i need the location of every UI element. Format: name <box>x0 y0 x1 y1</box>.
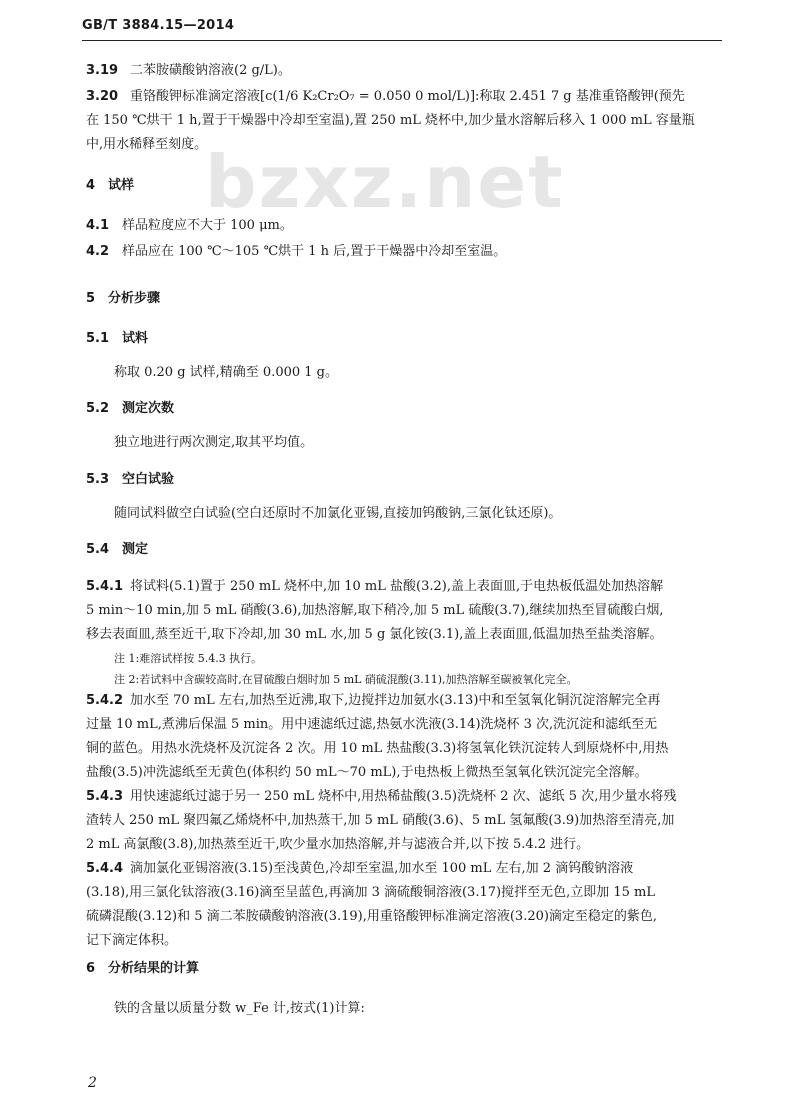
item-text: 样品粒度应不大于 100 μm。 <box>122 218 293 233</box>
item-3-20-line-3: 中,用水稀释至刻度。 <box>86 137 208 152</box>
paragraph-number: 5.4.3 <box>86 789 124 804</box>
subsection-title: 测定 <box>122 542 149 557</box>
standard-code-header: GB/T 3884.15—2014 <box>82 18 235 33</box>
subsection-number: 5.3 <box>86 472 110 487</box>
page-number: 2 <box>88 1075 97 1091</box>
section-6-text: 铁的含量以质量分数 w_Fe 计,按式(1)计算: <box>114 1001 365 1016</box>
paragraph-text: 用快速滤纸过滤于另一 250 mL 烧杯中,用热稀盐酸(3.5)洗烧杯 2 次、滤纸 5 次,用少量水将残 <box>130 789 677 804</box>
item-number: 3.20 <box>86 89 119 104</box>
section-number: 4 <box>86 178 96 193</box>
item-text: 样品应在 100 ℃～105 ℃烘干 1 h 后,置于干燥器中冷却至室温。 <box>122 244 507 259</box>
subsection-5-1-heading <box>86 330 148 348</box>
section-6-heading <box>86 960 199 978</box>
paragraph-5-4-2-line-2: 过量 10 mL,煮沸后保温 5 min。用中速滤纸过滤,热氨水洗液(3.14)洗烧杯 3 次,洗沉淀和滤纸至无 <box>86 717 658 732</box>
item-3-20-line-1 <box>86 88 685 106</box>
section-title: 分析步骤 <box>108 291 161 306</box>
paragraph-5-4-4-line-3: 硫磷混酸(3.12)和 5 滴二苯胺磺酸钠溶液(3.19),用重铬酸钾标准滴定溶液(3.20)滴定至稳定的紫色, <box>86 909 658 924</box>
subsection-5-2-text: 独立地进行两次测定,取其平均值。 <box>114 435 314 450</box>
section-5-heading <box>86 290 160 308</box>
item-number: 3.19 <box>86 63 119 78</box>
item-text: 重铬酸钾标准滴定溶液[c(1/6 K₂Cr₂O₇ = 0.050 0 mol/L)]:称取 2.451 7 g 基准重铬酸钾(预先 <box>130 89 685 104</box>
subsection-title: 空白试验 <box>122 472 175 487</box>
subsection-number: 5.4 <box>86 542 110 557</box>
section-title: 分析结果的计算 <box>108 961 200 976</box>
subsection-number: 5.2 <box>86 401 110 416</box>
item-4-2 <box>86 243 506 261</box>
subsection-5-3-text: 随同试料做空白试验(空白还原时不加氯化亚锡,直接加钨酸钠,三氯化钛还原)。 <box>114 506 562 521</box>
paragraph-number: 5.4.4 <box>86 861 124 876</box>
item-text: 二苯胺磺酸钠溶液(2 g/L)。 <box>130 63 291 78</box>
paragraph-5-4-1-line-2: 5 min～10 min,加 5 mL 硝酸(3.6),加热溶解,取下稍冷,加 5 mL 硫酸(3.7),继续加热至冒硫酸白烟, <box>86 603 664 618</box>
watermark: bzxz.net <box>205 140 565 224</box>
section-4-heading <box>86 177 134 195</box>
note-1: 注 1:难溶试样按 5.4.3 执行。 <box>114 652 263 665</box>
item-4-1 <box>86 217 293 235</box>
subsection-5-1-text: 称取 0.20 g 试样,精确至 0.000 1 g。 <box>114 365 339 380</box>
section-number: 5 <box>86 291 96 306</box>
paragraph-number: 5.4.2 <box>86 693 124 708</box>
paragraph-5-4-1-line-3: 移去表面皿,蒸至近干,取下冷却,加 30 mL 水,加 5 g 氯化铵(3.1),盖上表面皿,低温加热至盐类溶解。 <box>86 627 663 642</box>
subsection-title: 测定次数 <box>122 401 175 416</box>
paragraph-5-4-4-line-2: (3.18),用三氯化钛溶液(3.16)滴至呈蓝色,再滴加 3 滴硫酸铜溶液(3.17)搅拌至无色,立即加 15 mL <box>86 885 655 900</box>
paragraph-5-4-1-line-1 <box>86 578 663 596</box>
item-number: 4.1 <box>86 218 110 233</box>
paragraph-text: 滴加氯化亚锡溶液(3.15)至浅黄色,冷却至室温,加水至 100 mL 左右,加 2 滴钨酸钠溶液 <box>130 861 634 876</box>
paragraph-number: 5.4.1 <box>86 579 124 594</box>
section-title: 试样 <box>108 178 135 193</box>
paragraph-5-4-3-line-1 <box>86 788 676 806</box>
subsection-5-3-heading <box>86 471 174 489</box>
subsection-5-4-heading <box>86 541 148 559</box>
subsection-title: 试料 <box>122 331 149 346</box>
paragraph-5-4-4-line-1 <box>86 860 633 878</box>
item-3-19 <box>86 62 291 80</box>
subsection-number: 5.1 <box>86 331 110 346</box>
paragraph-text: 加水至 70 mL 左右,加热至近沸,取下,边搅拌边加氨水(3.13)中和至氢氧化铜沉淀溶解完全再 <box>130 693 661 708</box>
paragraph-5-4-2-line-1 <box>86 692 660 710</box>
paragraph-5-4-2-line-3: 铜的蓝色。用热水洗烧杯及沉淀各 2 次。用 10 mL 热盐酸(3.3)将氢氧化铁沉淀转人到原烧杯中,用热 <box>86 741 669 756</box>
paragraph-5-4-3-line-3: 2 mL 高氯酸(3.8),加热蒸至近干,吹少量水加热溶解,并与滤液合并,以下按 5.4.2 进行。 <box>86 837 590 852</box>
item-3-20-line-2: 在 150 ℃烘干 1 h,置于干燥器中冷却至室温),置 250 mL 烧杯中,加少量水溶解后移入 1 000 mL 容量瓶 <box>86 113 695 128</box>
header-rule <box>82 40 722 41</box>
paragraph-5-4-2-line-4: 盐酸(3.5)冲洗滤纸至无黄色(体积约 50 mL～70 mL),于电热板上微热至氢氧化铁沉淀完全溶解。 <box>86 765 648 780</box>
paragraph-5-4-4-line-4: 记下滴定体积。 <box>86 933 178 948</box>
paragraph-text: 将试料(5.1)置于 250 mL 烧杯中,加 10 mL 盐酸(3.2),盖上表面皿,于电热板低温处加热溶解 <box>130 579 664 594</box>
item-number: 4.2 <box>86 244 110 259</box>
note-2: 注 2:若试料中含碳较高时,在冒硫酸白烟时加 5 mL 硝硫混酸(3.11),加热溶解至碳被氧化完全。 <box>114 673 578 686</box>
paragraph-5-4-3-line-2: 渣转人 250 mL 聚四氟乙烯烧杯中,加热蒸干,加 5 mL 硝酸(3.6)、5 mL 氢氟酸(3.9)加热溶至清亮,加 <box>86 813 675 828</box>
subsection-5-2-heading <box>86 400 174 418</box>
section-number: 6 <box>86 961 96 976</box>
